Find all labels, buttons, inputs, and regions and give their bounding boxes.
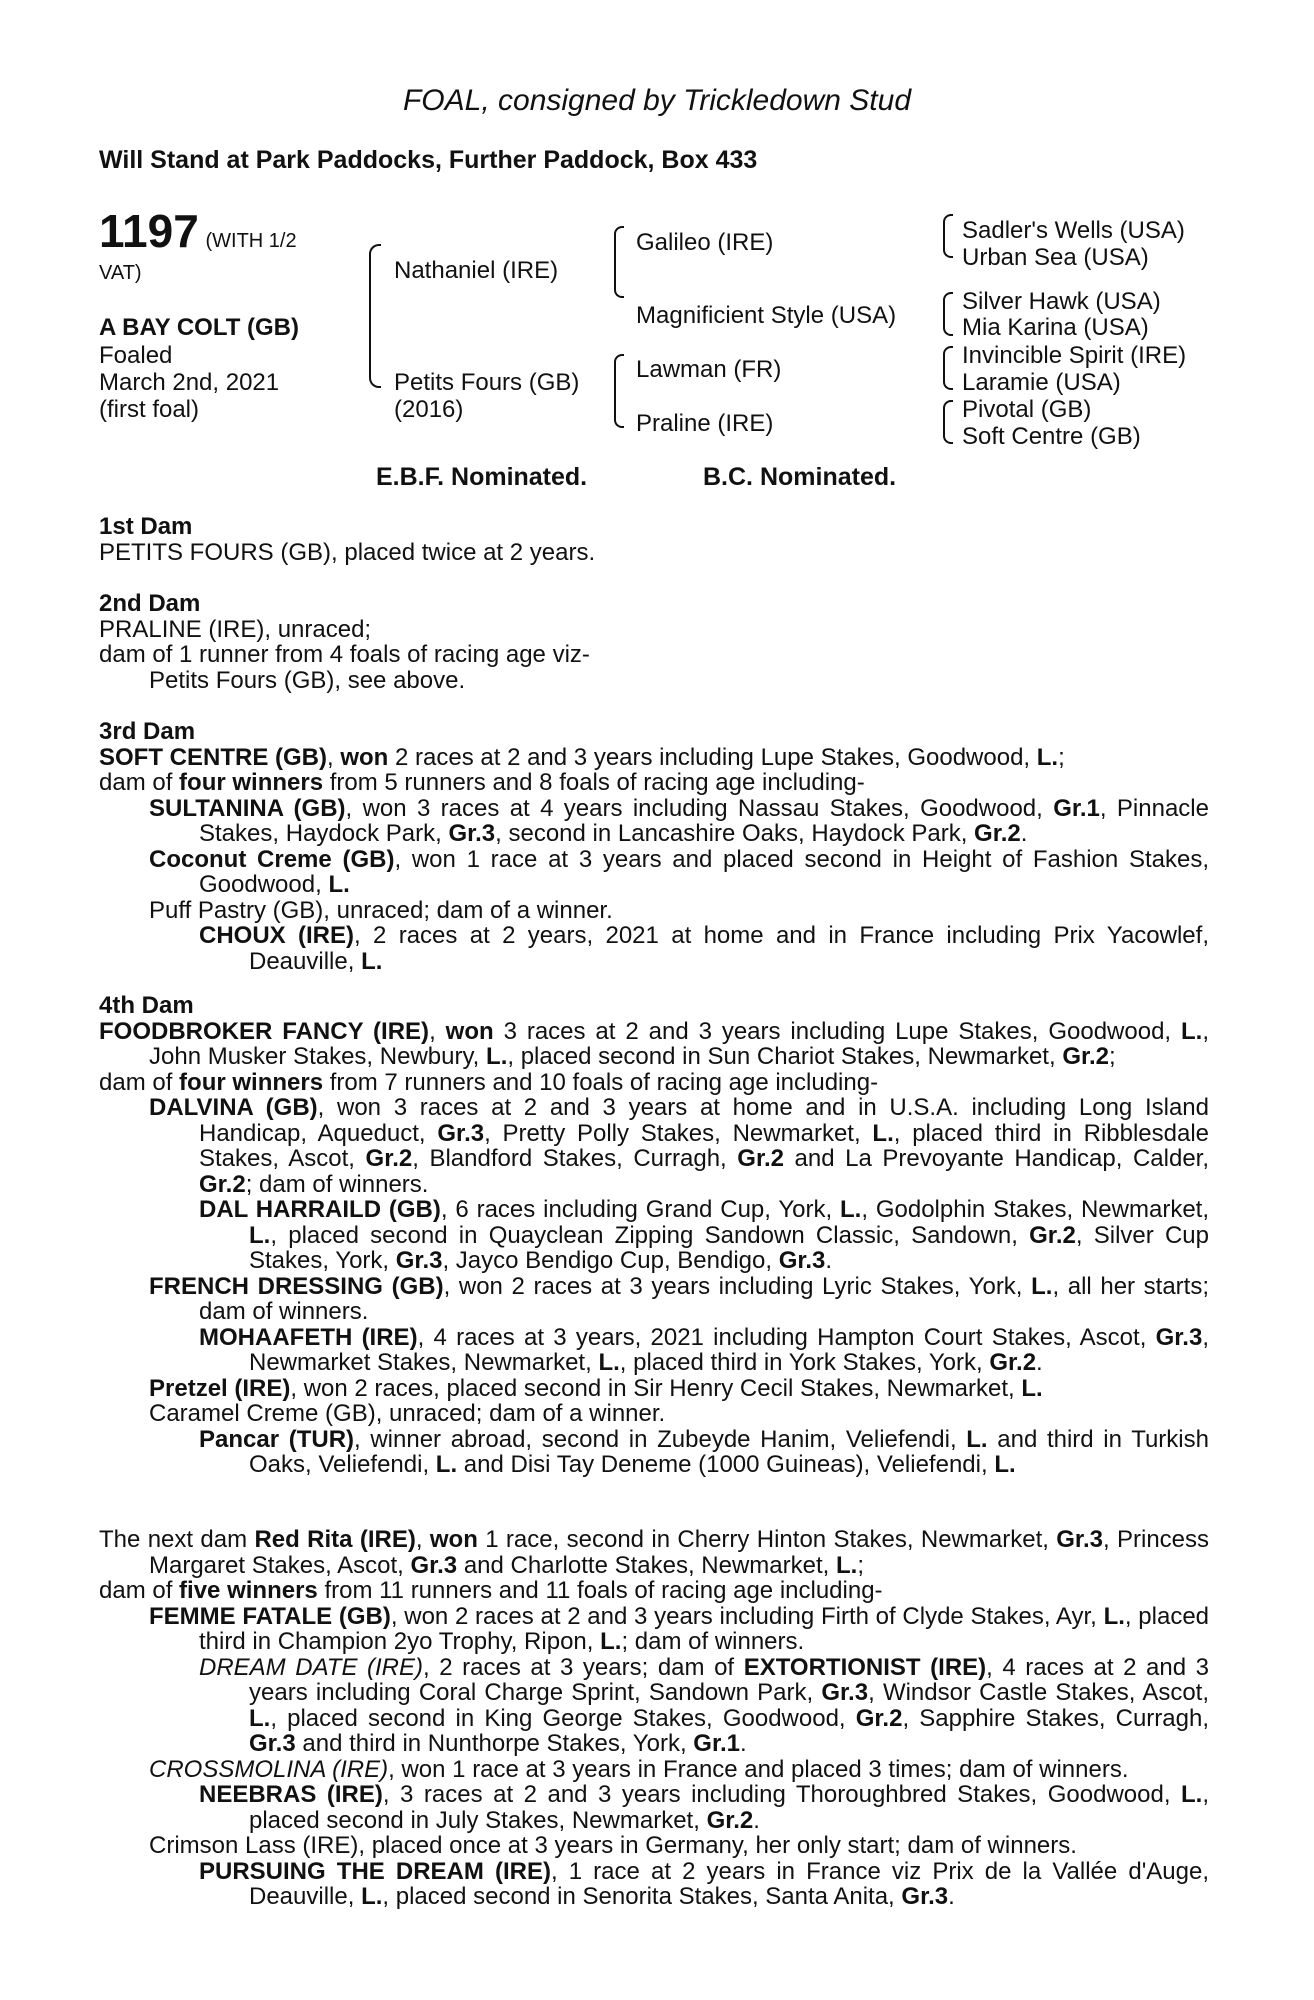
second-dam-section — [99, 591, 1209, 693]
bc-nomination: B.C. Nominated. — [703, 463, 897, 491]
lot-number: 1197 — [99, 205, 199, 257]
pedigree-brace-ss — [943, 214, 953, 258]
vat-note-cont: VAT) — [99, 262, 142, 284]
pedigree-ddd: Soft Centre (GB) — [962, 423, 1141, 450]
pedigree-brace-dam — [614, 354, 624, 428]
produce-dream-date: DREAM DATE (IRE), 2 races at 3 years; dam of EXTORTIONIST (IRE), 4 races at 2 and 3 years including Coral Charge Sprint, Sandown Park, Gr.3, Windsor Castle Stakes, Ascot, L., placed second in King George Stakes, Goodwood, Gr.2, Sapphire Stakes, Curragh, Gr.3 and third in Nunthorpe Stakes, York, Gr.1. — [199, 1653, 1210, 1757]
lot-number-line — [99, 204, 297, 258]
produce-mohaafeth: MOHAAFETH (IRE), 4 races at 3 years, 2021 including Hampton Court Stakes, Ascot, Gr.3, Newmarket Stakes, Newmarket, L., placed third in York Stakes, York, Gr.2. — [199, 1323, 1209, 1376]
pedigree-sire-sire: Galileo (IRE) — [636, 229, 774, 256]
foaled-label: Foaled — [99, 342, 173, 369]
produce-neebras: NEEBRAS (IRE), 3 races at 2 and 3 years including Thoroughbred Stakes, Goodwood, L., placed second in July Stakes, Newmarket, Gr.2. — [199, 1781, 1210, 1834]
pedigree-dsd: Laramie (USA) — [962, 369, 1121, 396]
second-dam-line: dam of 1 runner from 4 foals of racing age viz- — [99, 641, 590, 668]
pedigree-dam-sire: Lawman (FR) — [636, 356, 782, 383]
second-dam-line: PRALINE (IRE), unraced; — [99, 615, 372, 643]
produce-femme-fatale: FEMME FATALE (GB), won 2 races at 2 and 3 years including Firth of Clyde Stakes, Ayr, L., placed third in Champion 2yo Trophy, Ripon, L.; dam of winners. — [149, 1602, 1210, 1655]
pedigree-brace-sire — [614, 226, 624, 298]
page-title: FOAL, consigned by Trickledown Stud — [402, 84, 912, 117]
fourth-dam-section — [99, 993, 1209, 1478]
lot-name: A BAY COLT (GB) — [99, 314, 300, 341]
produce-coconut-creme: Coconut Creme (GB), won 1 race at 3 years and placed second in Height of Fashion Stakes, Goodwood, L. — [149, 845, 1209, 898]
fourth-dam-heading: 4th Dam — [99, 992, 194, 1019]
foal-note: (first foal) — [99, 396, 200, 423]
pedigree-dam-dam: Praline (IRE) — [636, 410, 774, 437]
second-dam-heading: 2nd Dam — [99, 590, 201, 617]
pedigree-sire: Nathaniel (IRE) — [394, 257, 559, 284]
produce-french-dressing: FRENCH DRESSING (GB), won 2 races at 3 years including Lyric Stakes, York, L., all her starts; dam of winners. — [149, 1272, 1210, 1325]
pedigree-dam: Petits Fours (GB) — [394, 369, 580, 396]
third-dam-section — [99, 719, 1209, 974]
pedigree-brace-main — [369, 244, 381, 388]
first-dam-text: PETITS FOURS (GB), placed twice at 2 years. — [99, 538, 596, 566]
foaled-date: March 2nd, 2021 — [99, 369, 280, 396]
next-dam-section — [99, 1527, 1209, 1910]
ebf-nomination: E.B.F. Nominated. — [376, 463, 588, 491]
produce-dal-harraild: DAL HARRAILD (GB), 6 races including Grand Cup, York, L., Godolphin Stakes, Newmarket, L., placed second in Quayclean Zipping Sandown Classic, Sandown, Gr.2, Silver Cup Stakes, York, Gr.3, Jayco Bendigo Cup, Bendigo, Gr.3. — [199, 1196, 1210, 1274]
produce-pursuing-the-dream: PURSUING THE DREAM (IRE), 1 race at 2 years in France viz Prix de la Vallée d'Auge, Deauville, L., placed second in Senorita Stakes, Santa Anita, Gr.3. — [199, 1857, 1210, 1910]
produce-sultanina: SULTANINA (GB), won 3 races at 4 years including Nassau Stakes, Goodwood, Gr.1, Pinnacle Stakes, Haydock Park, Gr.3, second in Lancashire Oaks, Haydock Park, Gr.2. — [149, 794, 1209, 847]
produce-choux: CHOUX (IRE), 2 races at 2 years, 2021 at home and in France including Prix Yacowlef, Deauville, L. — [199, 922, 1209, 975]
produce-caramel-creme: Caramel Creme (GB), unraced; dam of a winner. — [149, 1400, 666, 1427]
stand-location: Will Stand at Park Paddocks, Further Paddock, Box 433 — [99, 146, 758, 174]
pedigree-ssd: Urban Sea (USA) — [962, 244, 1149, 271]
second-dam-line: Petits Fours (GB), see above. — [149, 666, 466, 694]
produce-puff-pastry: Puff Pastry (GB), unraced; dam of a winner. — [149, 896, 613, 924]
produce-pancar: Pancar (TUR), winner abroad, second in Zubeyde Hanim, Veliefendi, L. and third in Turkish Oaks, Veliefendi, L. and Disi Tay Deneme (1000 Guineas), Veliefendi, L. — [199, 1425, 1209, 1478]
first-dam-section — [99, 514, 1209, 565]
pedigree-brace-ds — [943, 346, 953, 390]
vat-note: (WITH 1/2 — [205, 230, 297, 252]
pedigree-dds: Pivotal (GB) — [962, 396, 1092, 423]
pedigree-dam-year: (2016) — [394, 396, 464, 423]
next-dam-record: The next dam Red Rita (IRE), won 1 race, second in Cherry Hinton Stakes, Newmarket, Gr.3, Princess Margaret Stakes, Ascot, Gr.3 and Charlotte Stakes, Newmarket, L.; — [99, 1526, 1210, 1579]
pedigree-sdd: Mia Karina (USA) — [962, 314, 1149, 341]
pedigree-sss: Sadler's Wells (USA) — [962, 217, 1185, 244]
pedigree-sds: Silver Hawk (USA) — [962, 288, 1161, 315]
produce-crimson-lass: Crimson Lass (IRE), placed once at 3 years in Germany, her only start; dam of winners. — [149, 1832, 1077, 1859]
produce-crossmolina: CROSSMOLINA (IRE), won 1 race at 3 years in France and placed 3 times; dam of winners. — [149, 1755, 1129, 1783]
third-dam-heading: 3rd Dam — [99, 718, 196, 745]
produce-pretzel: Pretzel (IRE), won 2 races, placed second in Sir Henry Cecil Stakes, Newmarket, L. — [149, 1374, 1043, 1402]
first-dam-heading: 1st Dam — [99, 513, 193, 540]
fourth-dam-record: FOODBROKER FANCY (IRE), won 3 races at 2 and 3 years including Lupe Stakes, Goodwood, L., John Musker Stakes, Newbury, L., placed second in Sun Chariot Stakes, Newmarket, Gr.2; — [99, 1017, 1210, 1070]
pedigree-brace-sd — [943, 292, 953, 336]
pedigree-sire-dam: Magnificient Style (USA) — [636, 302, 897, 329]
pedigree-brace-dd — [943, 400, 953, 444]
produce-dalvina: DALVINA (GB), won 3 races at 2 and 3 years at home and in U.S.A. including Long Island Handicap, Aqueduct, Gr.3, Pretty Polly Stakes, Newmarket, L., placed third in Ribblesdale Stakes, Ascot, Gr.2, Blandford Stakes, Curragh, Gr.2 and La Prevoyante Handicap, Calder, Gr.2; dam of winners. — [149, 1094, 1210, 1198]
pedigree-dss: Invincible Spirit (IRE) — [962, 342, 1187, 369]
third-dam-record: SOFT CENTRE (GB), won 2 races at 2 and 3 years including Lupe Stakes, Goodwood, L.; — [99, 743, 1065, 771]
third-dam-produce: dam of four winners from 5 runners and 8 foals of racing age including- — [99, 769, 865, 796]
fourth-dam-produce: dam of four winners from 7 runners and 10 foals of racing age including- — [99, 1068, 879, 1096]
next-dam-produce: dam of five winners from 11 runners and 11 foals of racing age including- — [99, 1577, 883, 1604]
